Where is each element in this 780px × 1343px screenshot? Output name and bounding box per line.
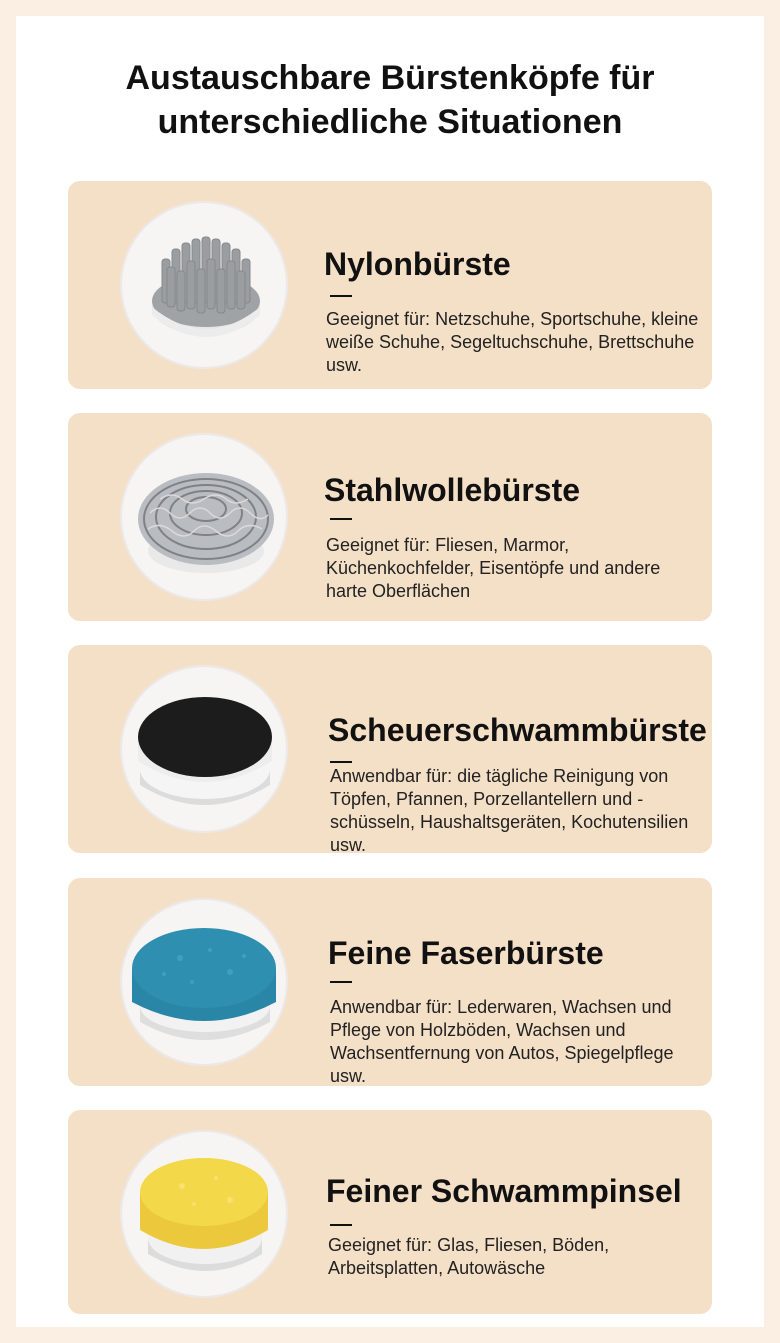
brush-name: Nylonbürste	[324, 246, 511, 282]
steel-wool-brush-head-icon	[120, 433, 288, 601]
scouring-sponge-brush-head-icon	[120, 665, 288, 833]
divider-dash	[330, 981, 352, 983]
brush-name: Scheuerschwammbürste	[328, 712, 707, 748]
brush-description: Geeignet für: Netzschuhe, Sportschuhe, kleine weiße Schuhe, Segeltuchschuhe, Brettschuhe usw.	[326, 309, 699, 375]
fine-fiber-brush-head-icon	[120, 898, 288, 1066]
brush-name: Feine Faserbürste	[328, 935, 604, 971]
divider-dash	[330, 518, 352, 520]
page-title-line-1: Austauschbare Bürstenköpfe für	[125, 59, 655, 97]
brush-description: Anwendbar für: Lederwaren, Wachsen und Pflege von Holzböden, Wachsen und Wachsentfernung von Autos, Spiegelpflege usw.	[330, 997, 674, 1086]
brush-description: Geeignet für: Glas, Fliesen, Böden, Arbeitsplatten, Autowäsche	[328, 1235, 610, 1278]
page-title-line-2: unterschiedliche Situationen	[157, 103, 623, 141]
brush-name: Stahlwollebürste	[324, 472, 581, 508]
page-title	[0, 56, 780, 144]
divider-dash	[330, 295, 352, 297]
fine-sponge-brush-head-icon	[120, 1130, 288, 1298]
brush-card-nylon	[68, 181, 712, 389]
brush-description: Anwendbar für: die tägliche Reinigung von Töpfen, Pfannen, Porzellantellern und -schüsseln, Haushaltsgeräten, Kochutensilien usw.	[330, 766, 689, 855]
nylon-brush-head-icon	[120, 201, 288, 369]
brush-card-fine-sponge	[68, 1110, 712, 1314]
divider-dash	[330, 1224, 352, 1226]
brush-card-scouring-sponge	[68, 645, 712, 853]
divider-dash	[330, 761, 352, 763]
brush-card-steel-wool	[68, 413, 712, 621]
brush-description: Geeignet für: Fliesen, Marmor, Küchenkochfelder, Eisentöpfe und andere harte Oberflächen	[326, 535, 661, 601]
brush-name: Feiner Schwammpinsel	[326, 1173, 682, 1209]
brush-card-fine-fiber	[68, 878, 712, 1086]
